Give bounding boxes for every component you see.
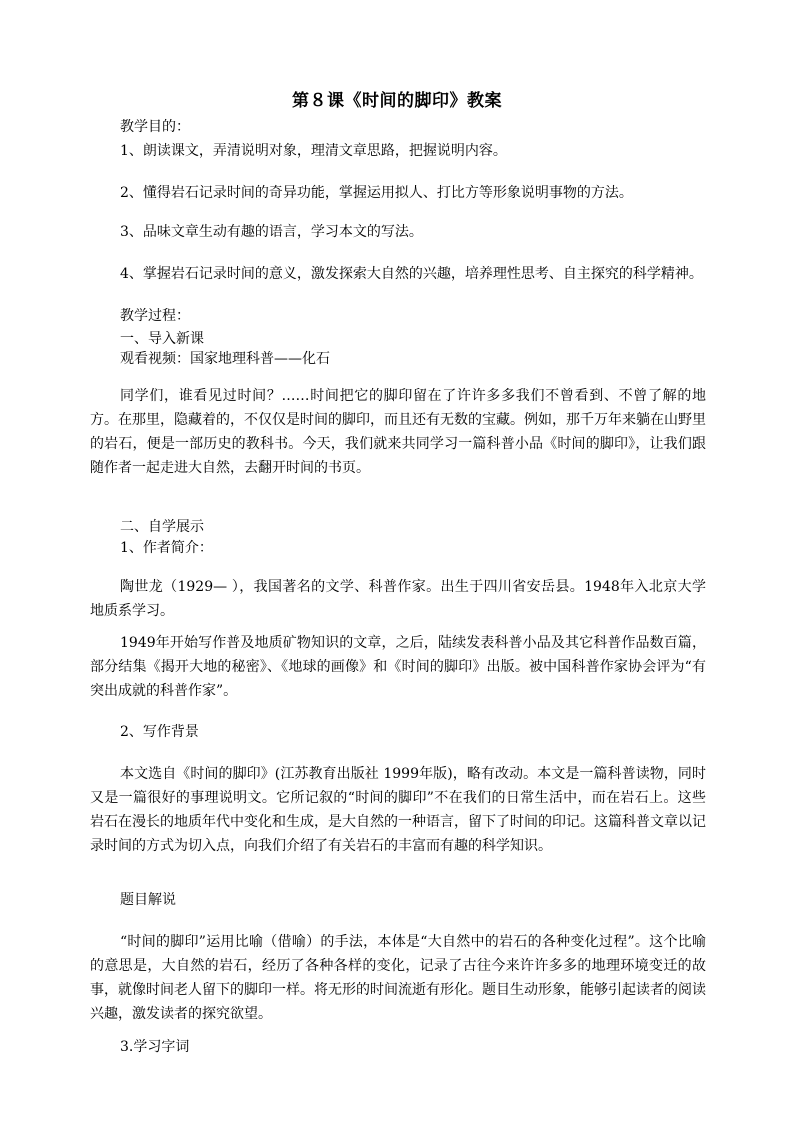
part2-heading: 二、自学展示 [120,519,204,535]
part1-heading: 一、导入新课 [120,331,204,347]
process-heading: 教学过程： [120,308,190,324]
video-line: 观看视频：国家地理科普——化石 [120,351,330,367]
title-explain-heading: 题目解说 [120,892,176,908]
words-heading: 3.学习字词 [120,1039,190,1055]
objective-item-4: 4、掌握岩石记录时间的意义，激发探索大自然的兴趣，培养理性思考、自主探究的科学精神。 [120,266,703,282]
background-heading: 2、写作背景 [120,724,199,740]
author-heading: 1、作者简介： [120,540,213,556]
title-explain-paragraph: “时间的脚印”运用比喻（借喻）的手法，本体是“大自然中的岩石的各种变化过程”。这个比喻的意思是，大自然的岩石，经历了各种各样的变化，记录了古往今来许许多多的地理环境变迁的故事，就像时间老人留下的脚印一样。将无形的时间流逝有形化。题目生动形象，能够引起读者的阅读兴趣，激发读者的探究欲望。 [90,934,706,1022]
intro-paragraph: 同学们，谁看见过时间？……时间把它的脚印留在了许许多多我们不曾看到、不曾了解的地方。在那里，隐藏着的，不仅仅是时间的脚印，而且还有无数的宝藏。例如，那千万年来躺在山野里的岩石，便是一部历史的教科书。今天，我们就来共同学习一篇科普小品《时间的脚印》，让我们跟随作者一起走进大自然，去翻开时间的书页。 [90,388,706,476]
objective-item-2: 2、懂得岩石记录时间的奇异功能，掌握运用拟人、打比方等形象说明事物的方法。 [120,185,633,201]
objective-item-1: 1、朗读课文，弄清说明对象，理清文章思路，把握说明内容。 [120,143,507,159]
author-paragraph-1: 陶世龙（1929— ），我国著名的文学、科普作家。出生于四川省安岳县。1948年入北京大学地质系学习。 [90,579,706,619]
objectives-heading: 教学目的： [120,119,190,135]
background-paragraph: 本文选自《时间的脚印》(江苏教育出版社 1999年版)，略有改动。本文是一篇科普读物，同时又是一篇很好的事理说明文。它所记叙的“时间的脚印”不在我们的日常生活中，而在岩石上。这些岩石在漫长的地质年代中变化和生成，是大自然的一种语言，留下了时间的印记。这篇科普文章以记录时间的方式为切入点，向我们介绍了有关岩石的丰富而有趣的科学知识。 [90,766,706,854]
objective-item-3: 3、品味文章生动有趣的语言，学习本文的写法。 [120,224,423,240]
author-paragraph-2: 1949年开始写作普及地质矿物知识的文章，之后，陆续发表科普小品及其它科普作品数百篇，部分结集《揭开大地的秘密》、《地球的画像》和《时间的脚印》出版。被中国科普作家协会评为“有突出成就的科普作家”。 [90,635,706,699]
page-title: 第８课《时间的脚印》教案 [292,91,502,111]
